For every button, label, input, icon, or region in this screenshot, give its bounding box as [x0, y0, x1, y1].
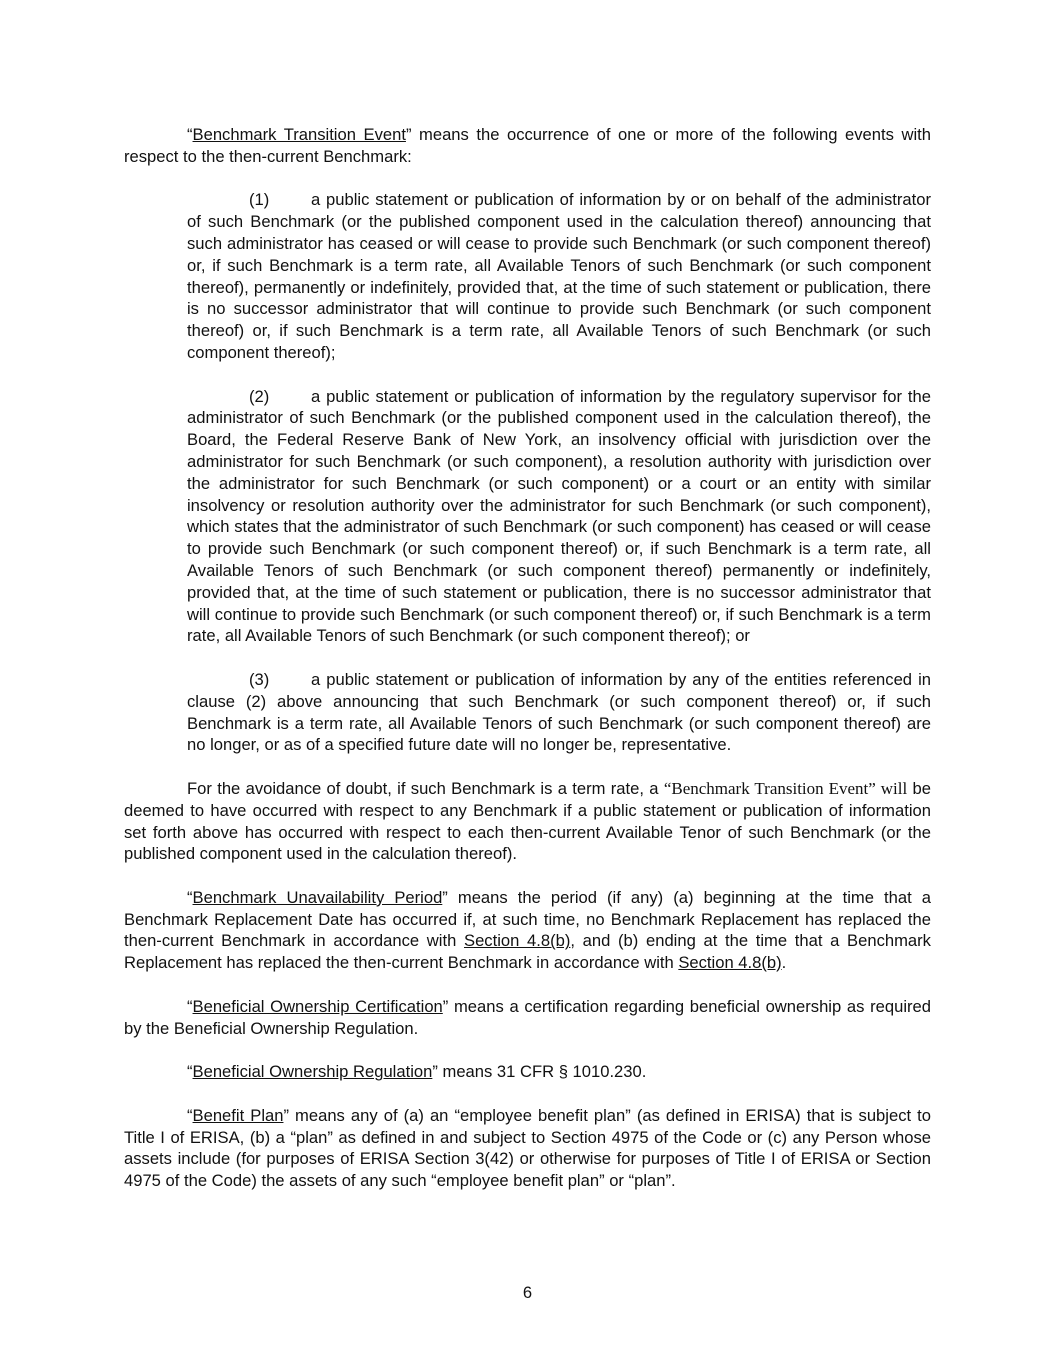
document-page	[124, 124, 931, 1214]
definition-benefit-plan: “Benefit Plan” means any of (a) an “employee benefit plan” (as defined in ERISA) that is subject to Title I of ERISA, (b) a “plan” as defined in and subject to Section 4975 of the Code or (c) any Person whose assets include (for purposes of ERISA Section 3(42) or otherwise for purposes of Title I of ERISA or Section 4975 of the Code) the assets of any such “employee benefit plan” or “plan”.	[124, 1105, 932, 1191]
clause-2: (2) a public statement or publication of information by the regulatory supervisor for the administrator of such Benchmark (or the published component used in the calculation thereof), the Board, the Federal Reserve Bank of New York, an insolvency official with jurisdiction over the administrator for such Benchmark (or such component), a resolution authority with jurisdiction over the administrator for such Benchmark (or such component) or a court or an entity with similar insolvency or resolution authority over the administrator for such Benchmark (or such component), which states that the administrator of such Benchmark (or such component) has ceased or will cease to provide such Benchmark (or such component thereof) or, if such Benchmark is a term rate, all Available Tenors of such Benchmark (or such component thereof) permanently or indefinitely, provided that, at the time of such statement or publication, there is no successor administrator that will continue to provide such Benchmark (or such component thereof) or, if such Benchmark is a term rate, all Available Tenors of such Benchmark (or such component thereof); or	[187, 386, 931, 646]
defined-term: Benchmark Unavailability Period	[192, 887, 443, 907]
section-reference: Section 4.8(b)	[678, 953, 782, 973]
defined-term: Benefit Plan	[192, 1105, 284, 1125]
section-reference: Section 4.8(b)	[464, 931, 571, 951]
clause-number: (3)	[249, 669, 270, 689]
clause-number: (1)	[249, 190, 270, 210]
definition-benchmark-transition-event: “Benchmark Transition Event” means the occurrence of one or more of the following events with respect to the then-current Benchmark:	[124, 125, 931, 166]
defined-term: Benchmark Transition Event	[192, 125, 406, 144]
clause-3: (3) a public statement or publication of information by any of the entities referenced in clause (2) above announcing that such Benchmark (or such component thereof) or, if such Benchmark is a term rate, all Available Tenors of such Benchmark (or such component thereof) are no longer, or as of a specified future date will no longer be, representative.	[187, 669, 931, 755]
defined-term: Beneficial Ownership Certification	[192, 996, 443, 1016]
avoidance-of-doubt-paragraph: For the avoidance of doubt, if such Benchmark is a term rate, a “Benchmark Transition Event” will be deemed to have occurred with respect to any Benchmark if a public statement or publication of information set forth above has occurred with respect to each then-current Available Tenor of such Benchmark (or the published component used in the calculation thereof).	[124, 778, 931, 864]
defined-term: Beneficial Ownership Regulation	[192, 1062, 433, 1082]
definition-beneficial-ownership-certification: “Beneficial Ownership Certification” means a certification regarding beneficial ownership as required by the Beneficial Ownership Regulation.	[124, 996, 931, 1038]
clause-number: (2)	[249, 386, 270, 406]
definition-benchmark-unavailability-period: “Benchmark Unavailability Period” means the period (if any) (a) beginning at the time that a Benchmark Replacement Date has occurred if, at such time, no Benchmark Replacement has replaced the then-current Benchmark in accordance with Section 4.8(b), and (b) ending at the time that a Benchmark Replacement has replaced the then-current Benchmark in accordance with Section 4.8(b).	[124, 887, 931, 973]
definition-beneficial-ownership-regulation: “Beneficial Ownership Regulation” means 31 CFR § 1010.230.	[187, 1062, 647, 1082]
page-number: 6	[522, 1283, 533, 1302]
clause-1: (1) a public statement or publication of information by or on behalf of the administrator of such Benchmark (or the published component used in the calculation thereof) announcing that such administrator has ceased or will cease to provide such Benchmark (or such component thereof) or, if such Benchmark is a term rate, all Available Tenors of such Benchmark (or such component thereof), permanently or indefinitely, provided that, at the time of such statement or publication, there is no successor administrator that will continue to provide such Benchmark (or such component thereof) or, if such Benchmark is a term rate, all Available Tenors of such Benchmark (or such component thereof);	[187, 190, 931, 362]
